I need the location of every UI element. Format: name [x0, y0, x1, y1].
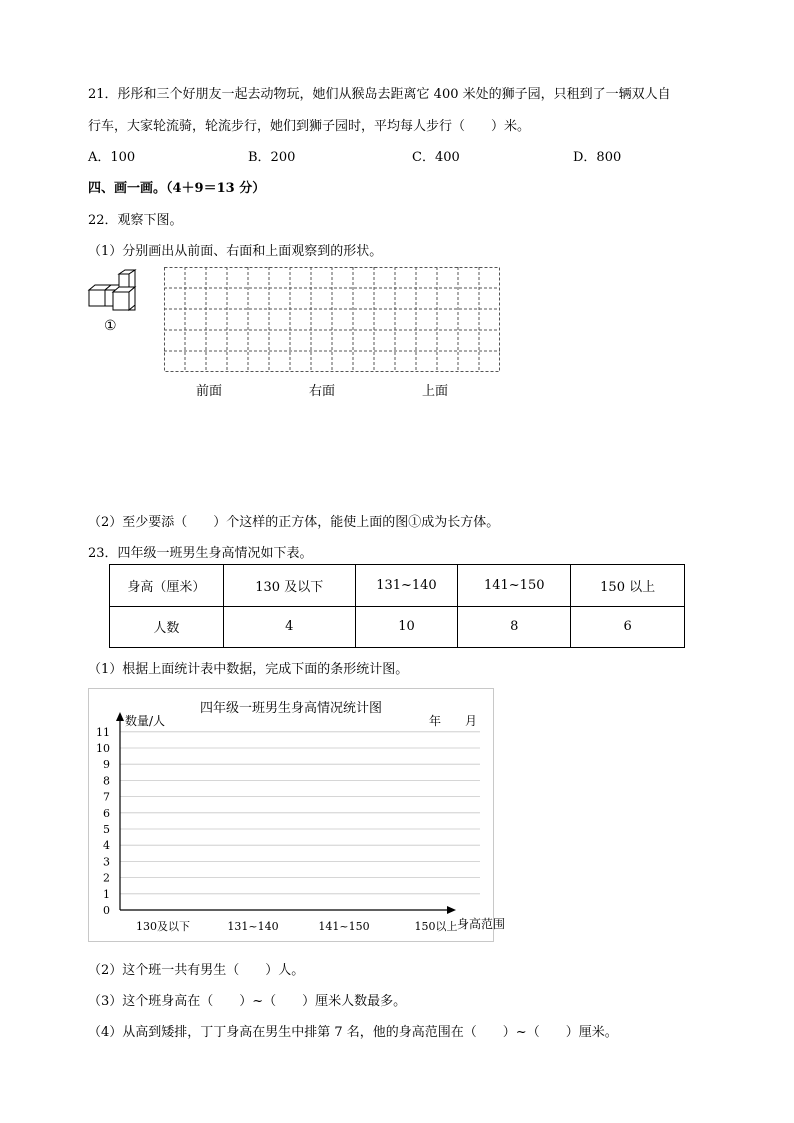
- cube-figure: [85, 268, 145, 316]
- y-tick-label: 2: [103, 871, 110, 885]
- y-tick-label: 10: [96, 742, 110, 755]
- y-tick-label: 6: [103, 806, 110, 820]
- drawing-grid: [164, 267, 500, 373]
- x-category-label: 131~140: [227, 920, 279, 933]
- y-tick-label: 1: [103, 887, 110, 901]
- table-cell: 131~140: [355, 565, 457, 607]
- q23-part3: （3）这个班身高在（ ）~（ ）厘米人数最多。: [88, 994, 407, 1009]
- q21-option-a: A．100: [88, 150, 136, 165]
- height-table: [109, 564, 685, 648]
- x-category-label: 150以上: [414, 920, 458, 933]
- y-tick-label: 3: [103, 855, 110, 869]
- table-row: [110, 606, 685, 648]
- table-cell: 4: [223, 606, 355, 648]
- y-tick-label: 7: [103, 790, 110, 804]
- q21-option-c: C．400: [412, 150, 460, 165]
- x-axis-label: 身高范围: [457, 917, 506, 931]
- table-cell: 130 及以下: [223, 565, 355, 607]
- grid-label-top: 上面: [422, 384, 449, 399]
- y-tick-label: 11: [96, 725, 110, 739]
- q22-title: 22．观察下图。: [88, 213, 183, 228]
- grid-label-front: 前面: [196, 384, 223, 399]
- table-cell: 人数: [110, 606, 224, 648]
- table-header-row: [110, 565, 685, 607]
- y-tick-label: 0: [103, 904, 110, 917]
- q21-option-b: B．200: [248, 150, 296, 165]
- y-axis-arrow: [116, 712, 124, 721]
- q22-part1: （1）分别画出从前面、右面和上面观察到的形状。: [88, 244, 383, 259]
- grid-label-right: 右面: [309, 384, 336, 399]
- x-category-label: 141~150: [318, 920, 370, 933]
- x-axis-arrow: [447, 906, 456, 914]
- q23-title: 23．四年级一班男生身高情况如下表。: [88, 546, 313, 561]
- table-cell: 6: [571, 606, 685, 648]
- table-cell: 身高（厘米）: [110, 565, 224, 607]
- y-tick-label: 9: [103, 758, 110, 772]
- y-tick-label: 8: [103, 774, 110, 788]
- chart-title: 四年级一班男生身高情况统计图: [199, 701, 383, 716]
- y-axis-label: 数量/人: [125, 714, 166, 728]
- table-cell: 8: [458, 606, 571, 648]
- q23-part1: （1）根据上面统计表中数据，完成下面的条形统计图。: [88, 662, 409, 677]
- q22-part2: （2）至少要添（ ）个这样的正方体，能使上面的图①成为长方体。: [88, 515, 500, 530]
- y-tick-label: 5: [103, 823, 110, 836]
- q23-part2: （2）这个班一共有男生（ ）人。: [88, 963, 305, 978]
- chart-date-label: 年 月: [429, 714, 478, 728]
- q21-line1: 21．彤彤和三个好朋友一起去动物玩，她们从猴岛去距离它 400 米处的狮子园，只租到了一辆双人自: [88, 87, 671, 102]
- table-cell: 150 以上: [571, 565, 685, 607]
- bar-chart: [88, 688, 518, 942]
- figure-label: ①: [104, 318, 117, 334]
- table-cell: 141~150: [458, 565, 571, 607]
- y-tick-label: 4: [103, 839, 110, 853]
- table-cell: 10: [355, 606, 457, 648]
- section-4-title: 四、画一画。（4＋9＝13 分）: [88, 181, 266, 196]
- x-category-label: 130及以下: [136, 920, 190, 933]
- q23-part4: （4）从高到矮排，丁丁身高在男生中排第 7 名，他的身高范围在（ ）~（ ）厘米。: [88, 1025, 618, 1040]
- q21-line2: 行车，大家轮流骑，轮流步行，她们到狮子园时，平均每人步行（ ）米。: [88, 119, 531, 134]
- q21-option-d: D．800: [573, 150, 622, 165]
